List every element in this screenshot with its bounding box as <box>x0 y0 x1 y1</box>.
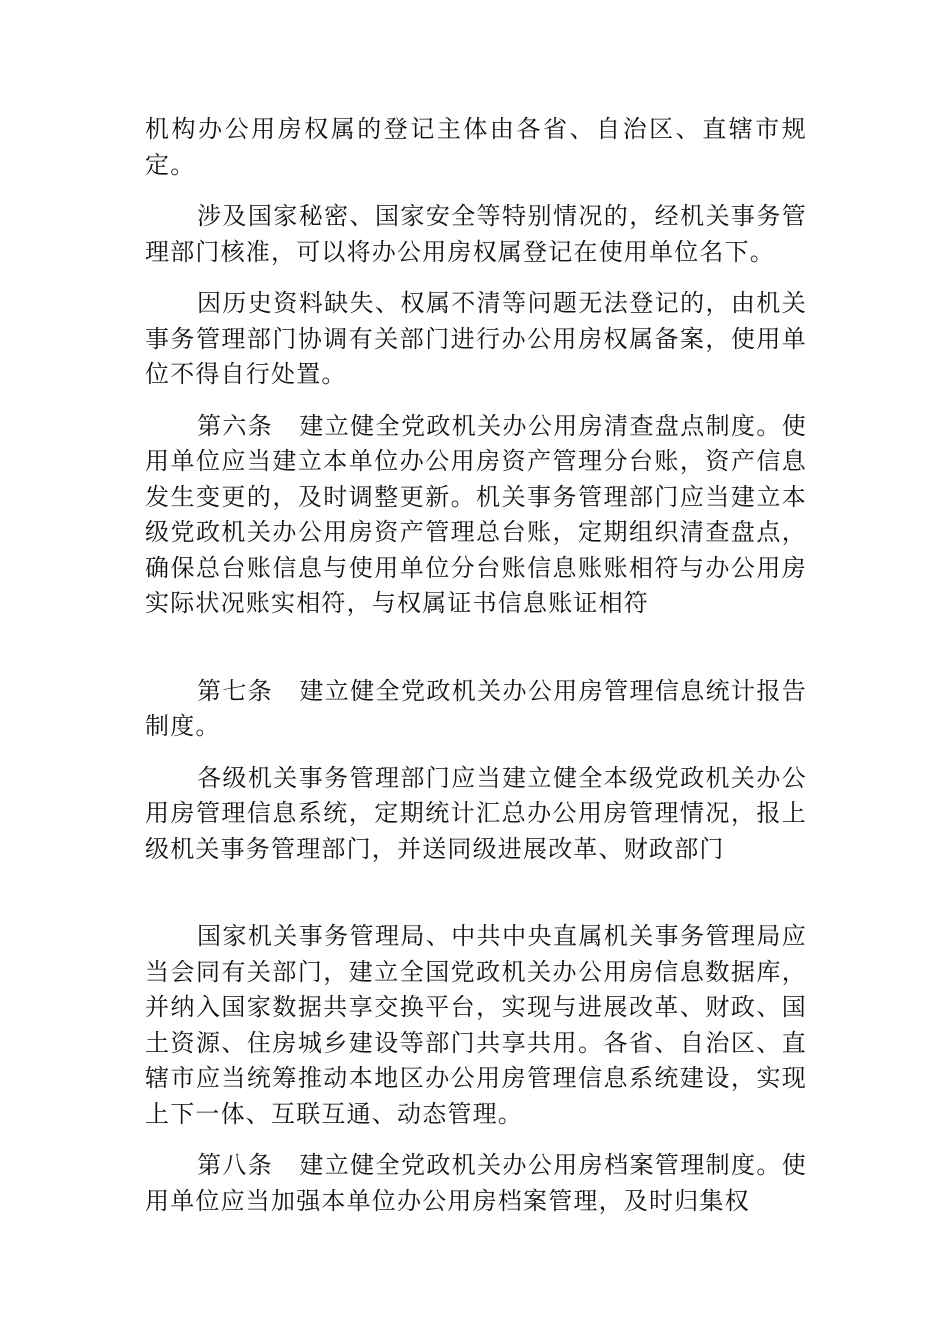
paragraph-registration-subject <box>145 112 807 183</box>
paragraph-text: 涉及国家秘密、国家安全等特别情况的，经机关事务管理部门核准，可以将办公用房权属登记在使用单位名下。 <box>145 202 807 266</box>
paragraph-text: 因历史资料缺失、权属不清等问题无法登记的，由机关事务管理部门协调有关部门进行办公用房权属备案，使用单位不得自行处置。 <box>145 289 807 388</box>
paragraph-text: 建立健全党政机关办公用房清查盘点制度。使用单位应当建立本单位办公用房资产管理分台账，资产信息发生变更的，及时调整更新。机关事务管理部门应当建立本级党政机关办公用房资产管理总台账，定期组织清查盘点，确保总台账信息与使用单位分台账信息账账相符与办公用房实际状况账实相符，与权属证书信息账证相符 <box>145 411 808 617</box>
article-number: 第七条 <box>197 676 274 705</box>
paragraph-text: 建立健全党政机关办公用房管理信息统计报告制度。 <box>145 676 808 740</box>
article-number: 第六条 <box>197 411 274 440</box>
paragraph-text: 建立健全党政机关办公用房档案管理制度。使用单位应当加强本单位办公用房档案管理，及时归集权 <box>145 1151 808 1215</box>
article-7 <box>145 674 807 745</box>
article-6 <box>145 409 807 622</box>
paragraph-national-database <box>145 919 807 1132</box>
paragraph-text: 国家机关事务管理局、中共中央直属机关事务管理局应当会同有关部门，建立全国党政机关办公用房信息数据库，并纳入国家数据共享交换平台，实现与进展改革、财政、国土资源、住房城乡建设等部门共享共用。各省、自治区、直辖市应当统筹推动本地区办公用房管理信息系统建设，实现上下一体、互联互通、动态管理。 <box>145 922 807 1128</box>
document-body <box>145 112 807 1235</box>
paragraph-info-system <box>145 761 807 868</box>
paragraph-text: 机构办公用房权属的登记主体由各省、自治区、直辖市规定。 <box>145 115 807 179</box>
paragraph-historical-records <box>145 286 807 393</box>
paragraph-special-cases <box>145 199 807 270</box>
paragraph-text: 各级机关事务管理部门应当建立健全本级党政机关办公用房管理信息系统，定期统计汇总办公用房管理情况，报上级机关事务管理部门，并送同级进展改革、财政部门 <box>145 763 807 863</box>
article-number: 第八条 <box>197 1151 274 1179</box>
article-8 <box>145 1148 807 1219</box>
